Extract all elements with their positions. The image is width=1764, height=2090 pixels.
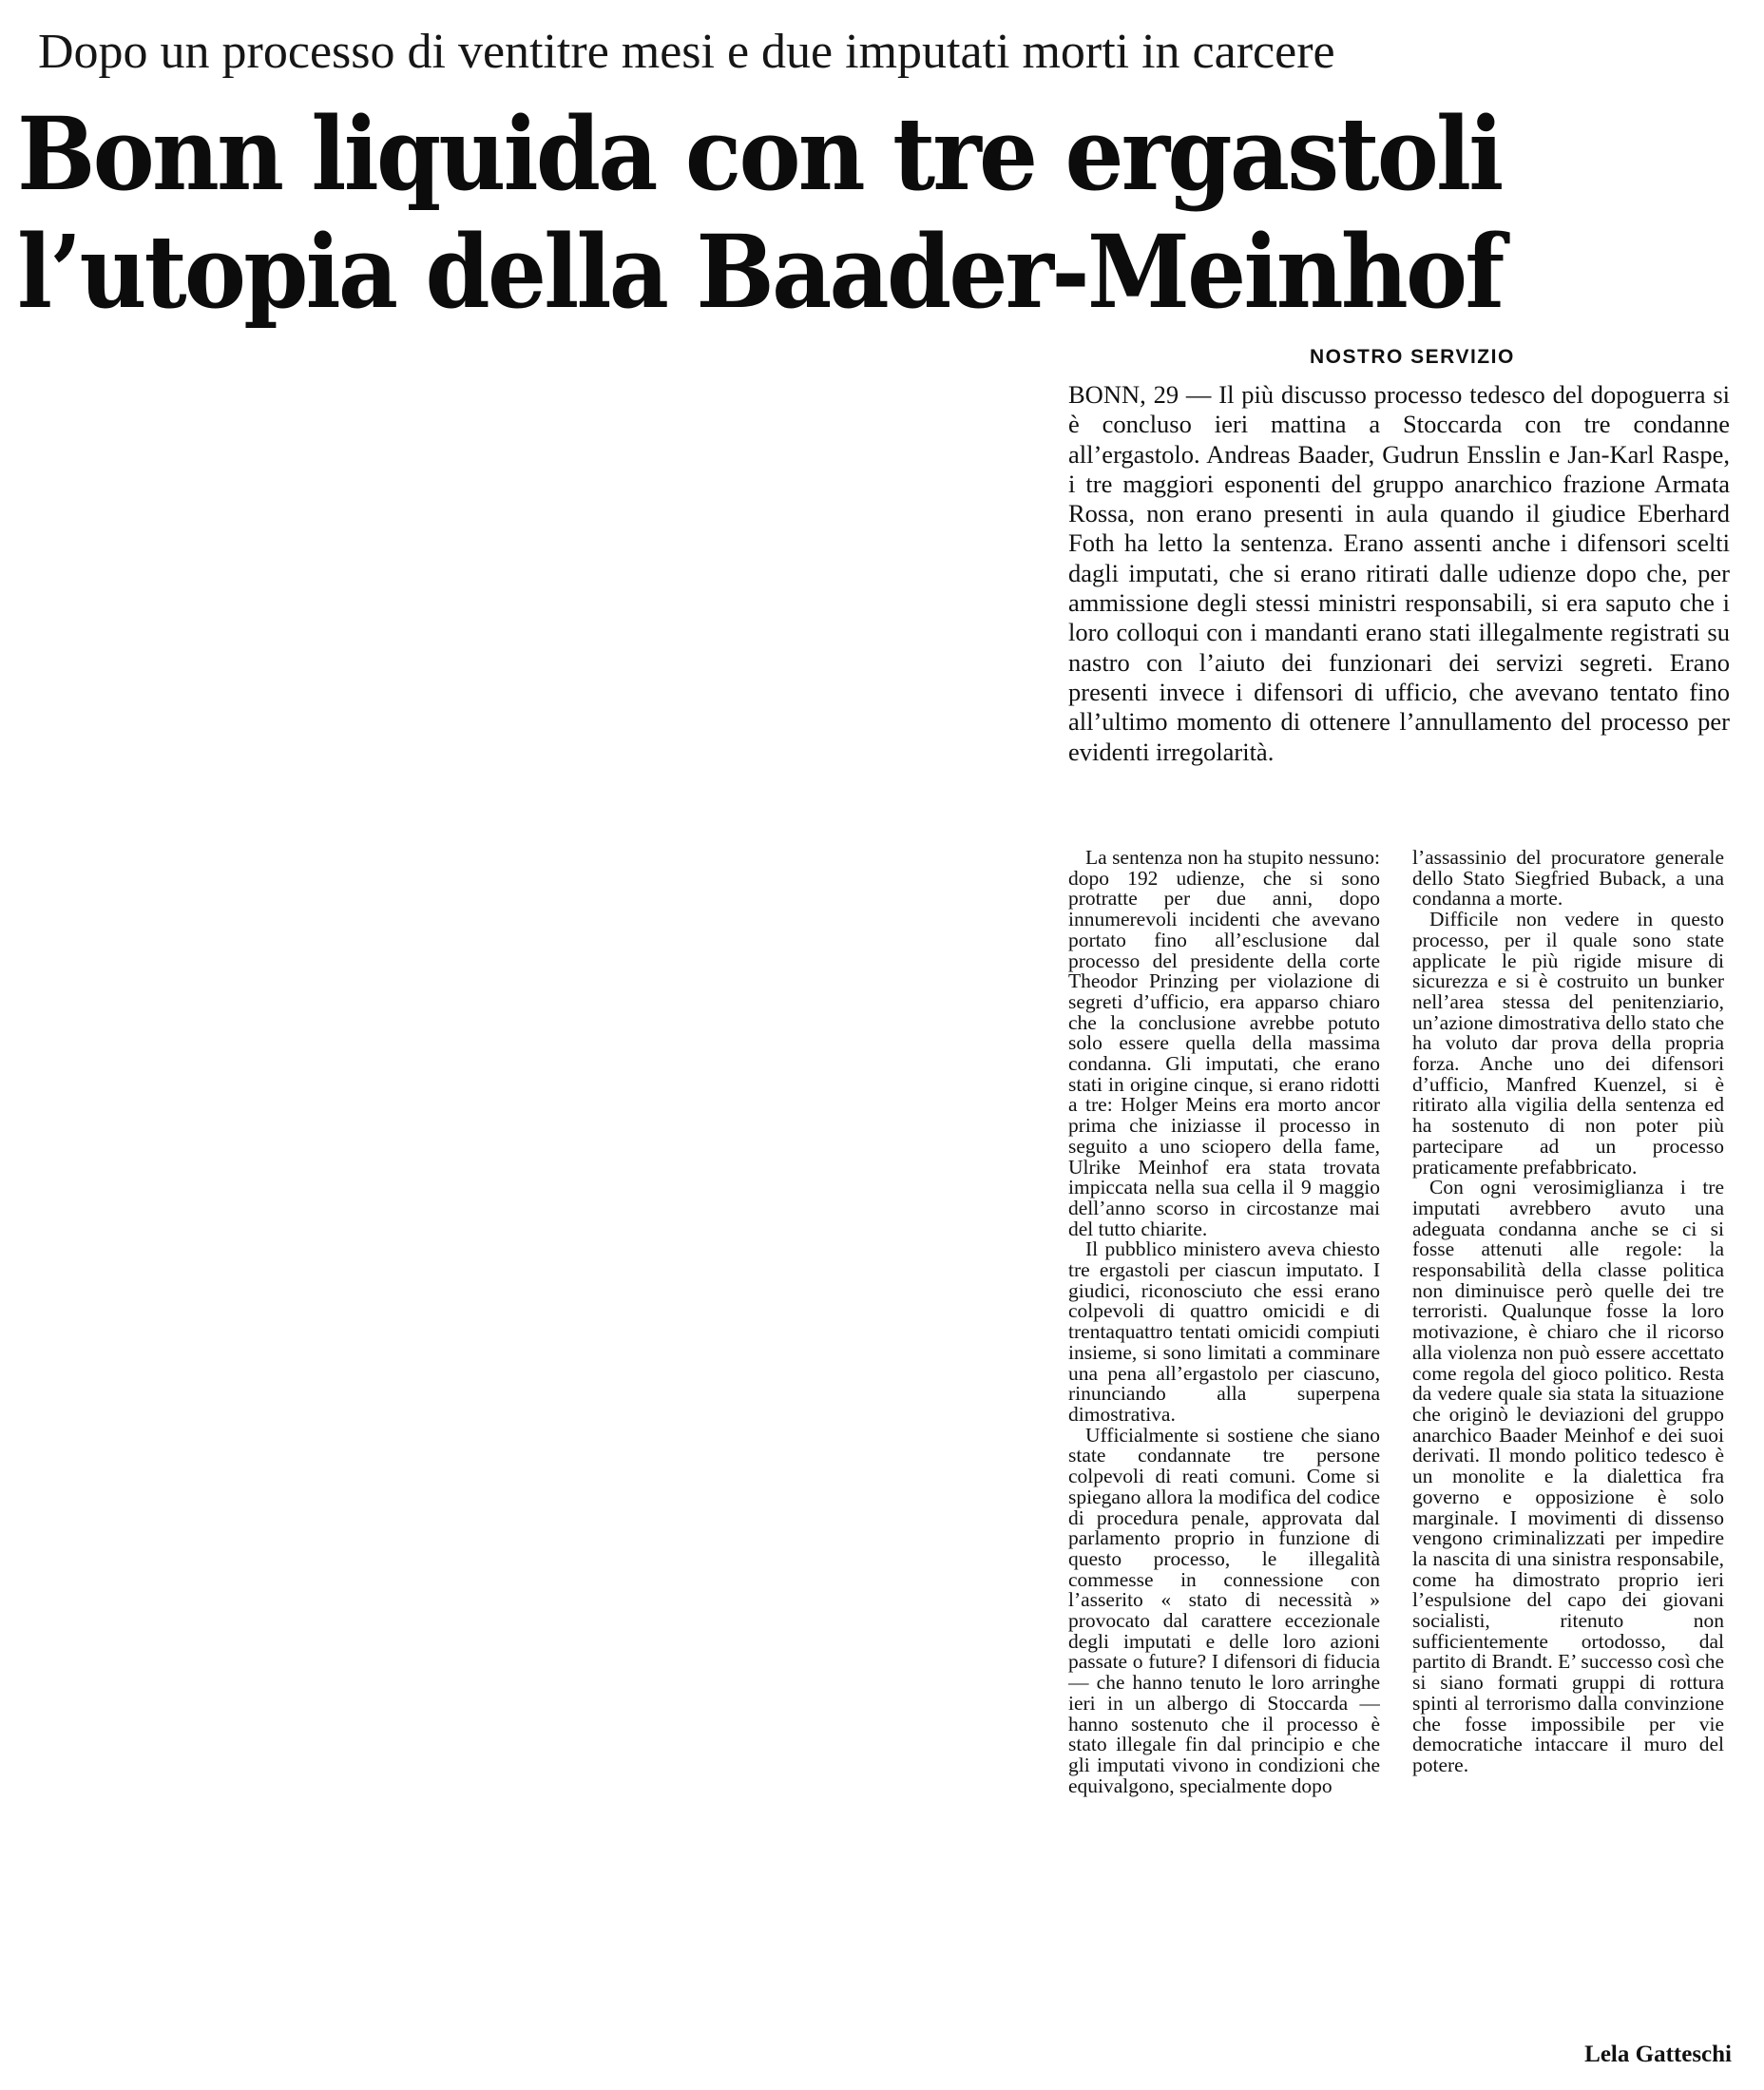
body-paragraph: La sentenza non ha stupito nessuno: dopo 192 udienze, che si sono protratte per due anni, dopo innumerevoli incidenti che avevano portato fino all’esclusione dal processo del presidente della corte Theodor Prinzing per violazione di segreti d’ufficio, era apparso chiaro che la conclusione avrebbe potuto solo essere quella della massima condanna. Gli imputati, che erano stati in origine cinque, si erano ridotti a tre: Holger Meins era morto ancor prima che iniziasse il processo in seguito a uno sciopero della fame, Ulrike Meinhof era stata trovata impiccata nella sua cella il 9 maggio dell’anno scorso in circostanze mai del tutto chiarite. <box>1068 848 1380 1240</box>
right-text-column <box>1412 848 1724 2031</box>
headline-line-1: Bonn liquida con tre ergastoli <box>17 94 1502 213</box>
article-kicker: Dopo un processo di ventitre mesi e due imputati morti in carcere <box>38 25 1335 79</box>
article-lead-paragraph: BONN, 29 — Il più discusso processo tedesco del dopoguerra si è concluso ieri mattina a Stoccarda con tre condanne all’ergastolo. Andreas Baader, Gudrun Ensslin e Jan-Karl Raspe, i tre maggiori esponenti del gruppo anarchico frazione Armata Rossa, non erano presenti in aula quando il giudice Eberhard Foth ha letto la sentenza. Erano assenti anche i difensori scelti dagli imputati, che si erano ritirati dalle udienze dopo che, per ammissione degli stessi ministri responsabili, si era saputo che i loro colloqui con i mandanti erano stati illegalmente registrati su nastro con l’aiuto dei funzionari dei servizi segreti. Erano presenti invece i difensori di ufficio, che avevano tentato fino all’ultimo momento di ottenere l’annullamento del processo per evidenti irregolarità. <box>1068 380 1730 766</box>
body-paragraph: Ufficialmente si sostiene che siano state condannate tre persone colpevoli di reati comuni. Come si spiegano allora la modifica del codice di procedura penale, approvata dal parlamento proprio in funzione di questo processo, le illegalità commesse in connessione con l’asserito « stato di necessità » provocato dal carattere eccezionale degli imputati e delle loro azioni passate o future? I difensori di fiducia — che hanno tenuto le loro arringhe ieri in un albergo di Stoccarda — hanno sostenuto che il processo è stato illegale fin dal principio e che gli imputati vivono in condizioni che equivalgono, specialmente dopo <box>1068 1423 1380 1797</box>
service-label: NOSTRO SERVIZIO <box>1310 346 1515 368</box>
headline-line-2: l’utopia della Baader-Meinhof <box>17 212 1503 331</box>
article-headline <box>17 95 1504 331</box>
left-text-column <box>1068 848 1380 2060</box>
author-byline: Lela Gatteschi <box>1584 2042 1732 2067</box>
body-paragraph: Con ogni verosimiglianza i tre imputati avrebbero avuto una adeguata condanna anche se ci si fosse attenuti alle regole: la responsabilità della classe politica non diminuisce però quelle dei tre terroristi. Qualunque fosse la loro motivazione, è chiaro che il ricorso alla violenza non può essere accettato come regola del gioco politico. Resta da vedere quale sia stata la situazione che originò le deviazioni del gruppo anarchico Baader Meinhof e dei suoi derivati. Il mondo politico tedesco è un monolite e la dialettica fra governo e opposizione è solo marginale. I movimenti di dissenso vengono criminalizzati per impedire la nascita di una sinistra responsabile, come ha dimostrato proprio ieri l’espulsione del capo dei giovani socialisti, ritenuto non sufficientemente ortodosso, dal partito di Brandt. E’ successo così che si siano formati gruppi di rottura spinti al terrorismo dalla convinzione che fosse impossibile per vie democratiche intaccare il muro del potere. <box>1412 1176 1724 1776</box>
body-paragraph: Difficile non vedere in questo processo, per il quale sono state applicate le più rigide misure di sicurezza e si è costruito un bunker nell’area stessa del penitenziario, un’azione dimostrativa dello stato che ha voluto dar prova della propria forza. Anche uno dei difensori d’ufficio, Manfred Kuenzel, si è ritirato alla vigilia della sentenza ed ha sostenuto di non poter più partecipare ad un processo praticamente prefabbricato. <box>1412 908 1724 1179</box>
body-paragraph: Il pubblico ministero aveva chiesto tre ergastoli per ciascun imputato. I giudici, riconosciuto che essi erano colpevoli di quattro omicidi e di trentaquattro tentati omicidi compiuti insieme, si sono limitati a comminare una pena all’ergastolo per ciascuno, rinunciando alla superpena dimostrativa. <box>1068 1237 1380 1426</box>
body-paragraph-continuation: l’assassinio del procuratore generale dello Stato Siegfried Buback, a una condanna a morte. <box>1412 848 1724 911</box>
